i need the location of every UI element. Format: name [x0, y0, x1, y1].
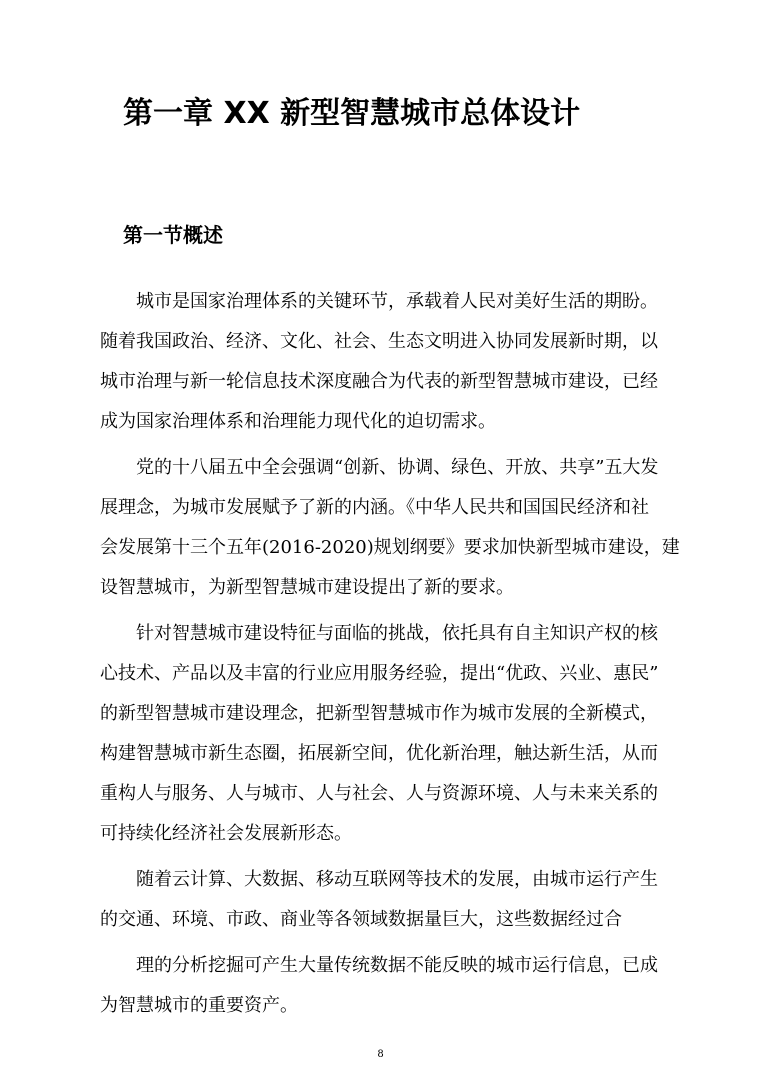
paragraph-line: 心技术、产品以及丰富的行业应用服务经验，提出“优政、兴业、惠民” — [100, 663, 659, 684]
paragraph-line: 的交通、环境、市政、商业等各领域数据量巨大，这些数据经过合 — [100, 909, 622, 930]
paragraph-line: 为智慧城市的重要资产。 — [100, 995, 298, 1016]
page-number: 8 — [377, 1049, 384, 1060]
paragraph-line: 城市是国家治理体系的关键环节，承载着人民对美好生活的期盼。 — [136, 291, 658, 312]
paragraph-line: 城市治理与新一轮信息技术深度融合为代表的新型智慧城市建设，已经 — [100, 371, 658, 392]
paragraph-line: 可持续化经济社会发展新形态。 — [100, 823, 352, 844]
paragraph-line: 针对智慧城市建设特征与面临的挑战，依托具有自主知识产权的核 — [136, 623, 658, 644]
paragraph-line: 展理念，为城市发展赋予了新的内涵。《中华人民共和国国民经济和社 — [100, 497, 649, 518]
paragraph-line: 成为国家治理体系和治理能力现代化的迫切需求。 — [100, 411, 496, 432]
paragraph-line: 的新型智慧城市建设理念，把新型智慧城市作为城市发展的全新模式， — [100, 703, 658, 724]
section-title: 第一节概述 — [123, 223, 223, 247]
paragraph-line: 设智慧城市，为新型智慧城市建设提出了新的要求。 — [100, 577, 514, 598]
paragraph-line: 重构人与服务、人与城市、人与社会、人与资源环境、人与未来关系的 — [100, 783, 658, 804]
paragraph-line: 党的十八届五中全会强调“创新、协调、绿色、开放、共享”五大发 — [136, 457, 659, 478]
paragraph-line: 构建智慧城市新生态圈，拓展新空间，优化新治理，触达新生活，从而 — [100, 743, 658, 764]
paragraph-line: 随着云计算、大数据、移动互联网等技术的发展，由城市运行产生 — [136, 869, 658, 890]
chapter-title: 第一章 XX 新型智慧城市总体设计 — [123, 96, 581, 131]
paragraph-line: 会发展第十三个五年(2016-2020)规划纲要》要求加快新型城市建设，建 — [100, 537, 680, 558]
paragraph-line: 理的分析挖掘可产生大量传统数据不能反映的城市运行信息，已成 — [136, 955, 658, 976]
paragraph-line: 随着我国政治、经济、文化、社会、生态文明进入协同发展新时期，以 — [100, 331, 658, 352]
